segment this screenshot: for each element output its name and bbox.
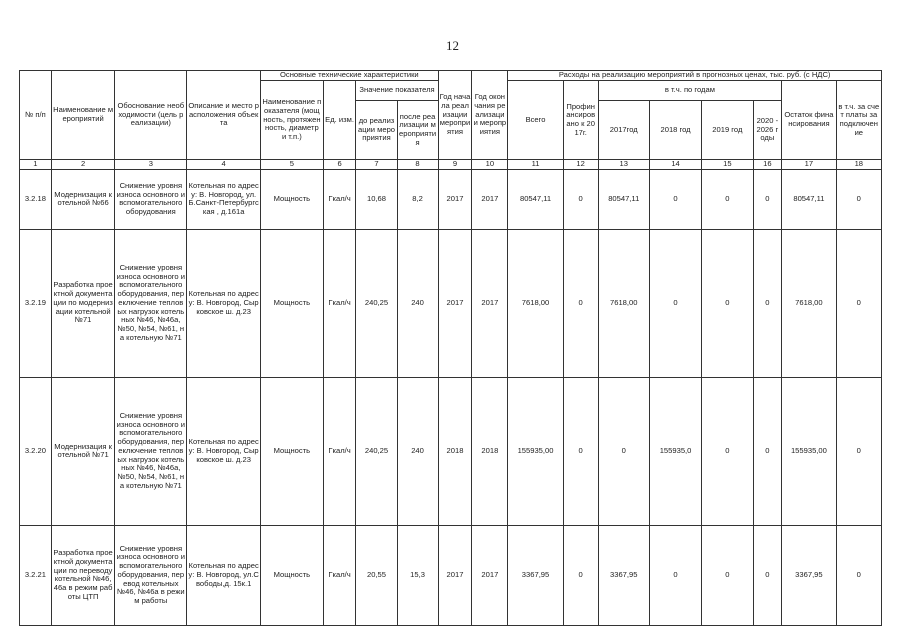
column-number: 1 bbox=[20, 160, 52, 170]
cell-fee: 0 bbox=[836, 377, 881, 525]
cell-y2017: 0 bbox=[598, 377, 649, 525]
cell-indicator: Мощность bbox=[261, 169, 324, 229]
cell-y2018: 0 bbox=[649, 229, 701, 377]
cell-y2017: 80547,11 bbox=[598, 169, 649, 229]
cell-name: Модернизация котельной №71 bbox=[51, 377, 115, 525]
table-row bbox=[20, 229, 882, 377]
table-row bbox=[20, 525, 882, 625]
cell-fee: 0 bbox=[836, 229, 881, 377]
column-number: 2 bbox=[51, 160, 115, 170]
column-number: 13 bbox=[598, 160, 649, 170]
cell-name: Разработка проектной документации по модернизации котельной №71 bbox=[51, 229, 115, 377]
cell-justification: Снижение уровня износа основного и вспомогательного оборудования, переключение тепловых нагрузок котельных №46, №46а, №50, №54, №61, на котельную №71 bbox=[115, 377, 187, 525]
header-before: до реализации мероприятия bbox=[356, 101, 397, 160]
header-description: Описание и место расположения объекта bbox=[187, 71, 261, 160]
cell-description: Котельная по адресу: В. Новгород, ул.Свободы,д. 15к.1 bbox=[187, 525, 261, 625]
cell-year-end: 2017 bbox=[472, 525, 508, 625]
cell-y2018: 155935,0 bbox=[649, 377, 701, 525]
header-indicator-values: Значение показателя bbox=[356, 81, 438, 101]
cell-indicator: Мощность bbox=[261, 377, 324, 525]
cell-total: 3367,95 bbox=[508, 525, 563, 625]
header-year-end: Год окончания реализации мероприятия bbox=[472, 71, 508, 160]
cell-fee: 0 bbox=[836, 169, 881, 229]
cell-financed: 0 bbox=[563, 229, 598, 377]
column-number: 16 bbox=[753, 160, 782, 170]
header-justification: Обоснование необходимости (цель реализации) bbox=[115, 71, 187, 160]
cell-y2020: 0 bbox=[753, 229, 782, 377]
cell-before: 240,25 bbox=[356, 377, 397, 525]
column-number: 6 bbox=[323, 160, 356, 170]
cell-after: 15,3 bbox=[397, 525, 438, 625]
cell-financed: 0 bbox=[563, 525, 598, 625]
cell-num: 3.2.19 bbox=[20, 229, 52, 377]
column-number: 9 bbox=[438, 160, 472, 170]
cell-unit: Гкал/ч bbox=[323, 169, 356, 229]
cell-year-end: 2018 bbox=[472, 377, 508, 525]
table-row bbox=[20, 169, 882, 229]
cell-before: 10,68 bbox=[356, 169, 397, 229]
header-connection-fee: в т.ч. за счет платы за подключение bbox=[836, 81, 881, 160]
cell-remainder: 80547,11 bbox=[782, 169, 836, 229]
cell-indicator: Мощность bbox=[261, 229, 324, 377]
header-total: Всего bbox=[508, 81, 563, 160]
cell-financed: 0 bbox=[563, 169, 598, 229]
header-num: № п/п bbox=[20, 71, 52, 160]
header-after: после реализации мероприятия bbox=[397, 101, 438, 160]
cell-y2020: 0 bbox=[753, 169, 782, 229]
cell-unit: Гкал/ч bbox=[323, 525, 356, 625]
cell-y2019: 0 bbox=[702, 229, 753, 377]
column-number: 11 bbox=[508, 160, 563, 170]
cell-remainder: 155935,00 bbox=[782, 377, 836, 525]
cell-year-start: 2017 bbox=[438, 229, 472, 377]
header-by-years: в т.ч. по годам bbox=[598, 81, 782, 101]
cell-fee: 0 bbox=[836, 525, 881, 625]
cell-after: 240 bbox=[397, 229, 438, 377]
cell-description: Котельная по адресу: В. Новгород, Сырковское ш. д.23 bbox=[187, 229, 261, 377]
cell-description: Котельная по адресу: В. Новгород, Сырковское ш. д.23 bbox=[187, 377, 261, 525]
column-number: 5 bbox=[261, 160, 324, 170]
page-number: 12 bbox=[446, 38, 459, 53]
header-y2018: 2018 год bbox=[649, 101, 701, 160]
cell-num: 3.2.21 bbox=[20, 525, 52, 625]
cell-num: 3.2.18 bbox=[20, 169, 52, 229]
cell-num: 3.2.20 bbox=[20, 377, 52, 525]
column-number: 12 bbox=[563, 160, 598, 170]
cell-justification: Снижение уровня износа основного и вспомогательного оборудования, переключение тепловых нагрузок котельных №46, №46а, №50, №54, №61, на котельную №71 bbox=[115, 229, 187, 377]
expenses-table bbox=[19, 70, 882, 626]
cell-y2017: 3367,95 bbox=[598, 525, 649, 625]
header-expenses-group: Расходы на реализацию мероприятий в прогнозных ценах, тыс. руб. (с НДС) bbox=[508, 71, 882, 81]
header-row bbox=[20, 71, 882, 81]
cell-name: Разработка проектной документации по переводу котельной №46,46а в режим работы ЦТП bbox=[51, 525, 115, 625]
header-tech-group: Основные технические характеристики bbox=[261, 71, 439, 81]
cell-year-start: 2017 bbox=[438, 525, 472, 625]
cell-total: 7618,00 bbox=[508, 229, 563, 377]
cell-total: 155935,00 bbox=[508, 377, 563, 525]
header-y2020: 2020 - 2026 годы bbox=[753, 101, 782, 160]
column-number: 3 bbox=[115, 160, 187, 170]
cell-after: 240 bbox=[397, 377, 438, 525]
cell-year-end: 2017 bbox=[472, 169, 508, 229]
cell-y2017: 7618,00 bbox=[598, 229, 649, 377]
header-indicator-name: Наименование показателя (мощность, протяженность, диаметр и т.п.) bbox=[261, 81, 324, 160]
header-y2017: 2017год bbox=[598, 101, 649, 160]
cell-before: 20,55 bbox=[356, 525, 397, 625]
cell-year-start: 2017 bbox=[438, 169, 472, 229]
cell-unit: Гкал/ч bbox=[323, 229, 356, 377]
cell-unit: Гкал/ч bbox=[323, 377, 356, 525]
cell-description: Котельная по адресу: В. Новгород, ул.Б.Санкт-Петербургская , д.161а bbox=[187, 169, 261, 229]
cell-financed: 0 bbox=[563, 377, 598, 525]
column-number: 4 bbox=[187, 160, 261, 170]
cell-after: 8,2 bbox=[397, 169, 438, 229]
header-name: Наименование мероприятий bbox=[51, 71, 115, 160]
cell-remainder: 7618,00 bbox=[782, 229, 836, 377]
column-number: 8 bbox=[397, 160, 438, 170]
cell-y2020: 0 bbox=[753, 525, 782, 625]
cell-indicator: Мощность bbox=[261, 525, 324, 625]
column-number: 18 bbox=[836, 160, 881, 170]
cell-total: 80547,11 bbox=[508, 169, 563, 229]
header-unit: Ед. изм. bbox=[323, 81, 356, 160]
cell-justification: Снижение уровня износа основного и вспомогательного оборудования bbox=[115, 169, 187, 229]
column-number: 14 bbox=[649, 160, 701, 170]
table-row bbox=[20, 377, 882, 525]
cell-justification: Снижение уровня износа основного и вспомогательного оборудования, перевод котельных №46, №46а в режим работы bbox=[115, 525, 187, 625]
column-numbers-row bbox=[20, 160, 882, 170]
cell-name: Модернизация котельной №66 bbox=[51, 169, 115, 229]
cell-year-start: 2018 bbox=[438, 377, 472, 525]
cell-y2018: 0 bbox=[649, 525, 701, 625]
cell-year-end: 2017 bbox=[472, 229, 508, 377]
cell-y2018: 0 bbox=[649, 169, 701, 229]
column-number: 15 bbox=[702, 160, 753, 170]
cell-y2019: 0 bbox=[702, 377, 753, 525]
header-y2019: 2019 год bbox=[702, 101, 753, 160]
column-number: 10 bbox=[472, 160, 508, 170]
header-year-start: Год начала реализации мероприятия bbox=[438, 71, 472, 160]
cell-before: 240,25 bbox=[356, 229, 397, 377]
header-remainder: Остаток финансирования bbox=[782, 81, 836, 160]
column-number: 7 bbox=[356, 160, 397, 170]
column-number: 17 bbox=[782, 160, 836, 170]
cell-remainder: 3367,95 bbox=[782, 525, 836, 625]
cell-y2019: 0 bbox=[702, 169, 753, 229]
cell-y2019: 0 bbox=[702, 525, 753, 625]
header-financed-before: Профинансировано к 2017г. bbox=[563, 81, 598, 160]
cell-y2020: 0 bbox=[753, 377, 782, 525]
